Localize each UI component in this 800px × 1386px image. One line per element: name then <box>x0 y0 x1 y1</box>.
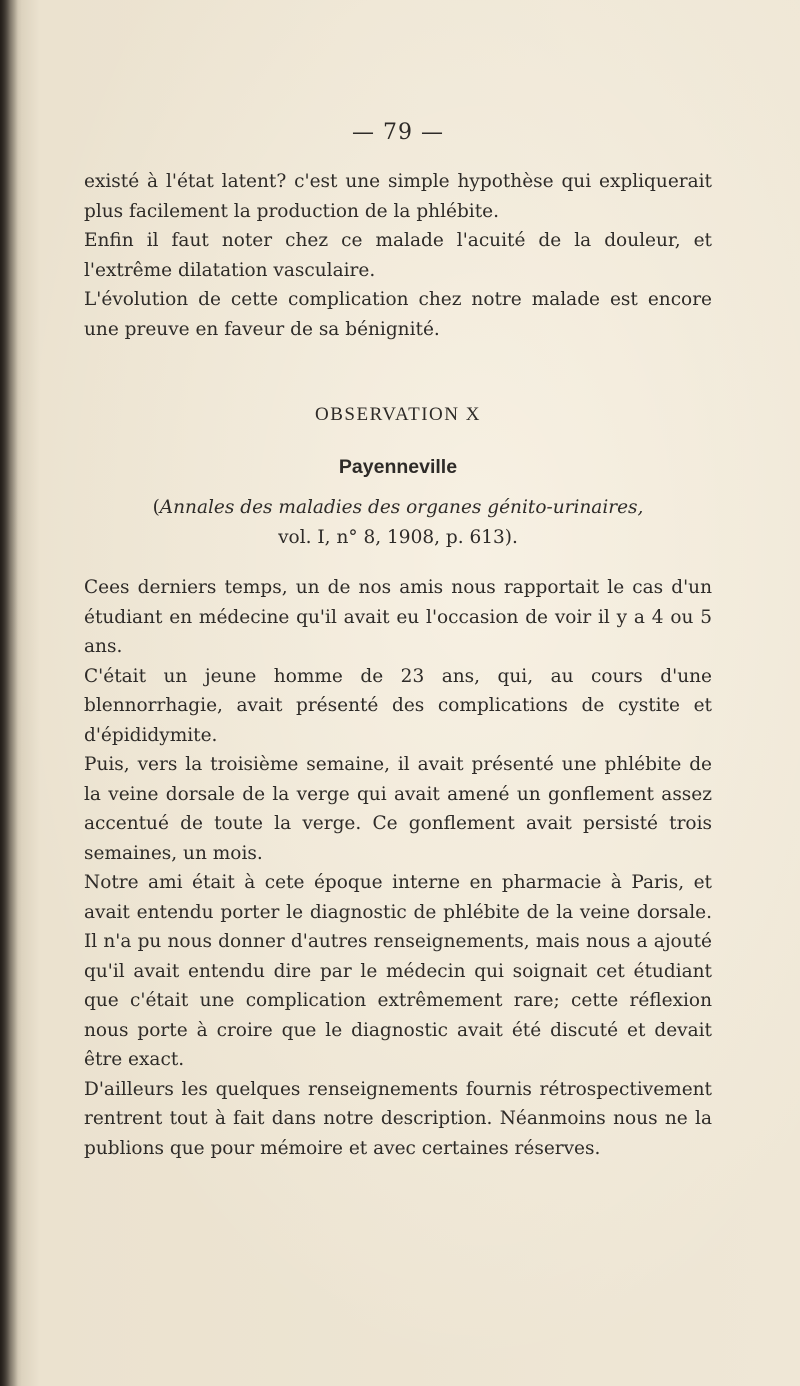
binding-shadow <box>0 0 18 1386</box>
body-paragraph-1: Cees derniers temps, un de nos amis nous rapportait le cas d'un étudiant en médecine qu'il avait eu l'occasion de voir il y a 4 ou 5 ans. <box>84 577 712 657</box>
citation-details: vol. I, n° 8, 1908, p. 613). <box>278 527 518 548</box>
body-paragraph-3: Puis, vers la troisième semaine, il avait présenté une phlébite de la veine dorsale de la verge qui avait amené un gonflement assez accentué de toute la verge. Ce gonflement avait persisté trois semaines, un mois. <box>84 754 712 864</box>
intro-paragraph-2: Enfin il faut noter chez ce malade l'acuité de la douleur, et l'extrême dilatation vasculaire. <box>84 230 712 281</box>
citation-open-paren: ( <box>152 497 160 518</box>
observation-title: OBSERVATION X <box>315 404 481 425</box>
author-name: Payenneville <box>338 456 458 478</box>
body-paragraph-5: D'ailleurs les quelques renseignements fournis rétrospectivement rentrent tout à fait dans notre description. Néanmoins nous ne la publions que pour mémoire et avec certaines réserves. <box>84 1078 712 1159</box>
body-paragraph-2: C'était un jeune homme de 23 ans, qui, au cours d'une blennorrhagie, avait présenté des complications de cystite et d'épididymite. <box>84 665 712 746</box>
citation <box>84 493 712 553</box>
body-paragraph-4: Notre ami était à cete époque interne en pharmacie à Paris, et avait entendu porter le diagnostic de phlébite de la veine dorsale. Il n'a pu nous donner d'autres renseignements, mais nous a ajouté qu'il avait entendu dire par le médecin qui soignait cet étudiant que c'était une complication extrêmement rare; cette réflexion nous porte à croire que le diagnostic avait été discuté et devait être exact. <box>84 872 712 1070</box>
page-number: — 79 — <box>352 120 444 145</box>
citation-journal: Annales des maladies des organes génito-urinaires, <box>159 497 644 518</box>
intro-paragraph-3: L'évolution de cette complication chez notre malade est encore une preuve en faveur de sa bénignité. <box>84 289 712 340</box>
intro-paragraph-1: existé à l'état latent? c'est une simple hypothèse qui expliquerait plus facilement la production de la phlébite. <box>84 171 712 222</box>
page-content <box>84 120 712 1163</box>
